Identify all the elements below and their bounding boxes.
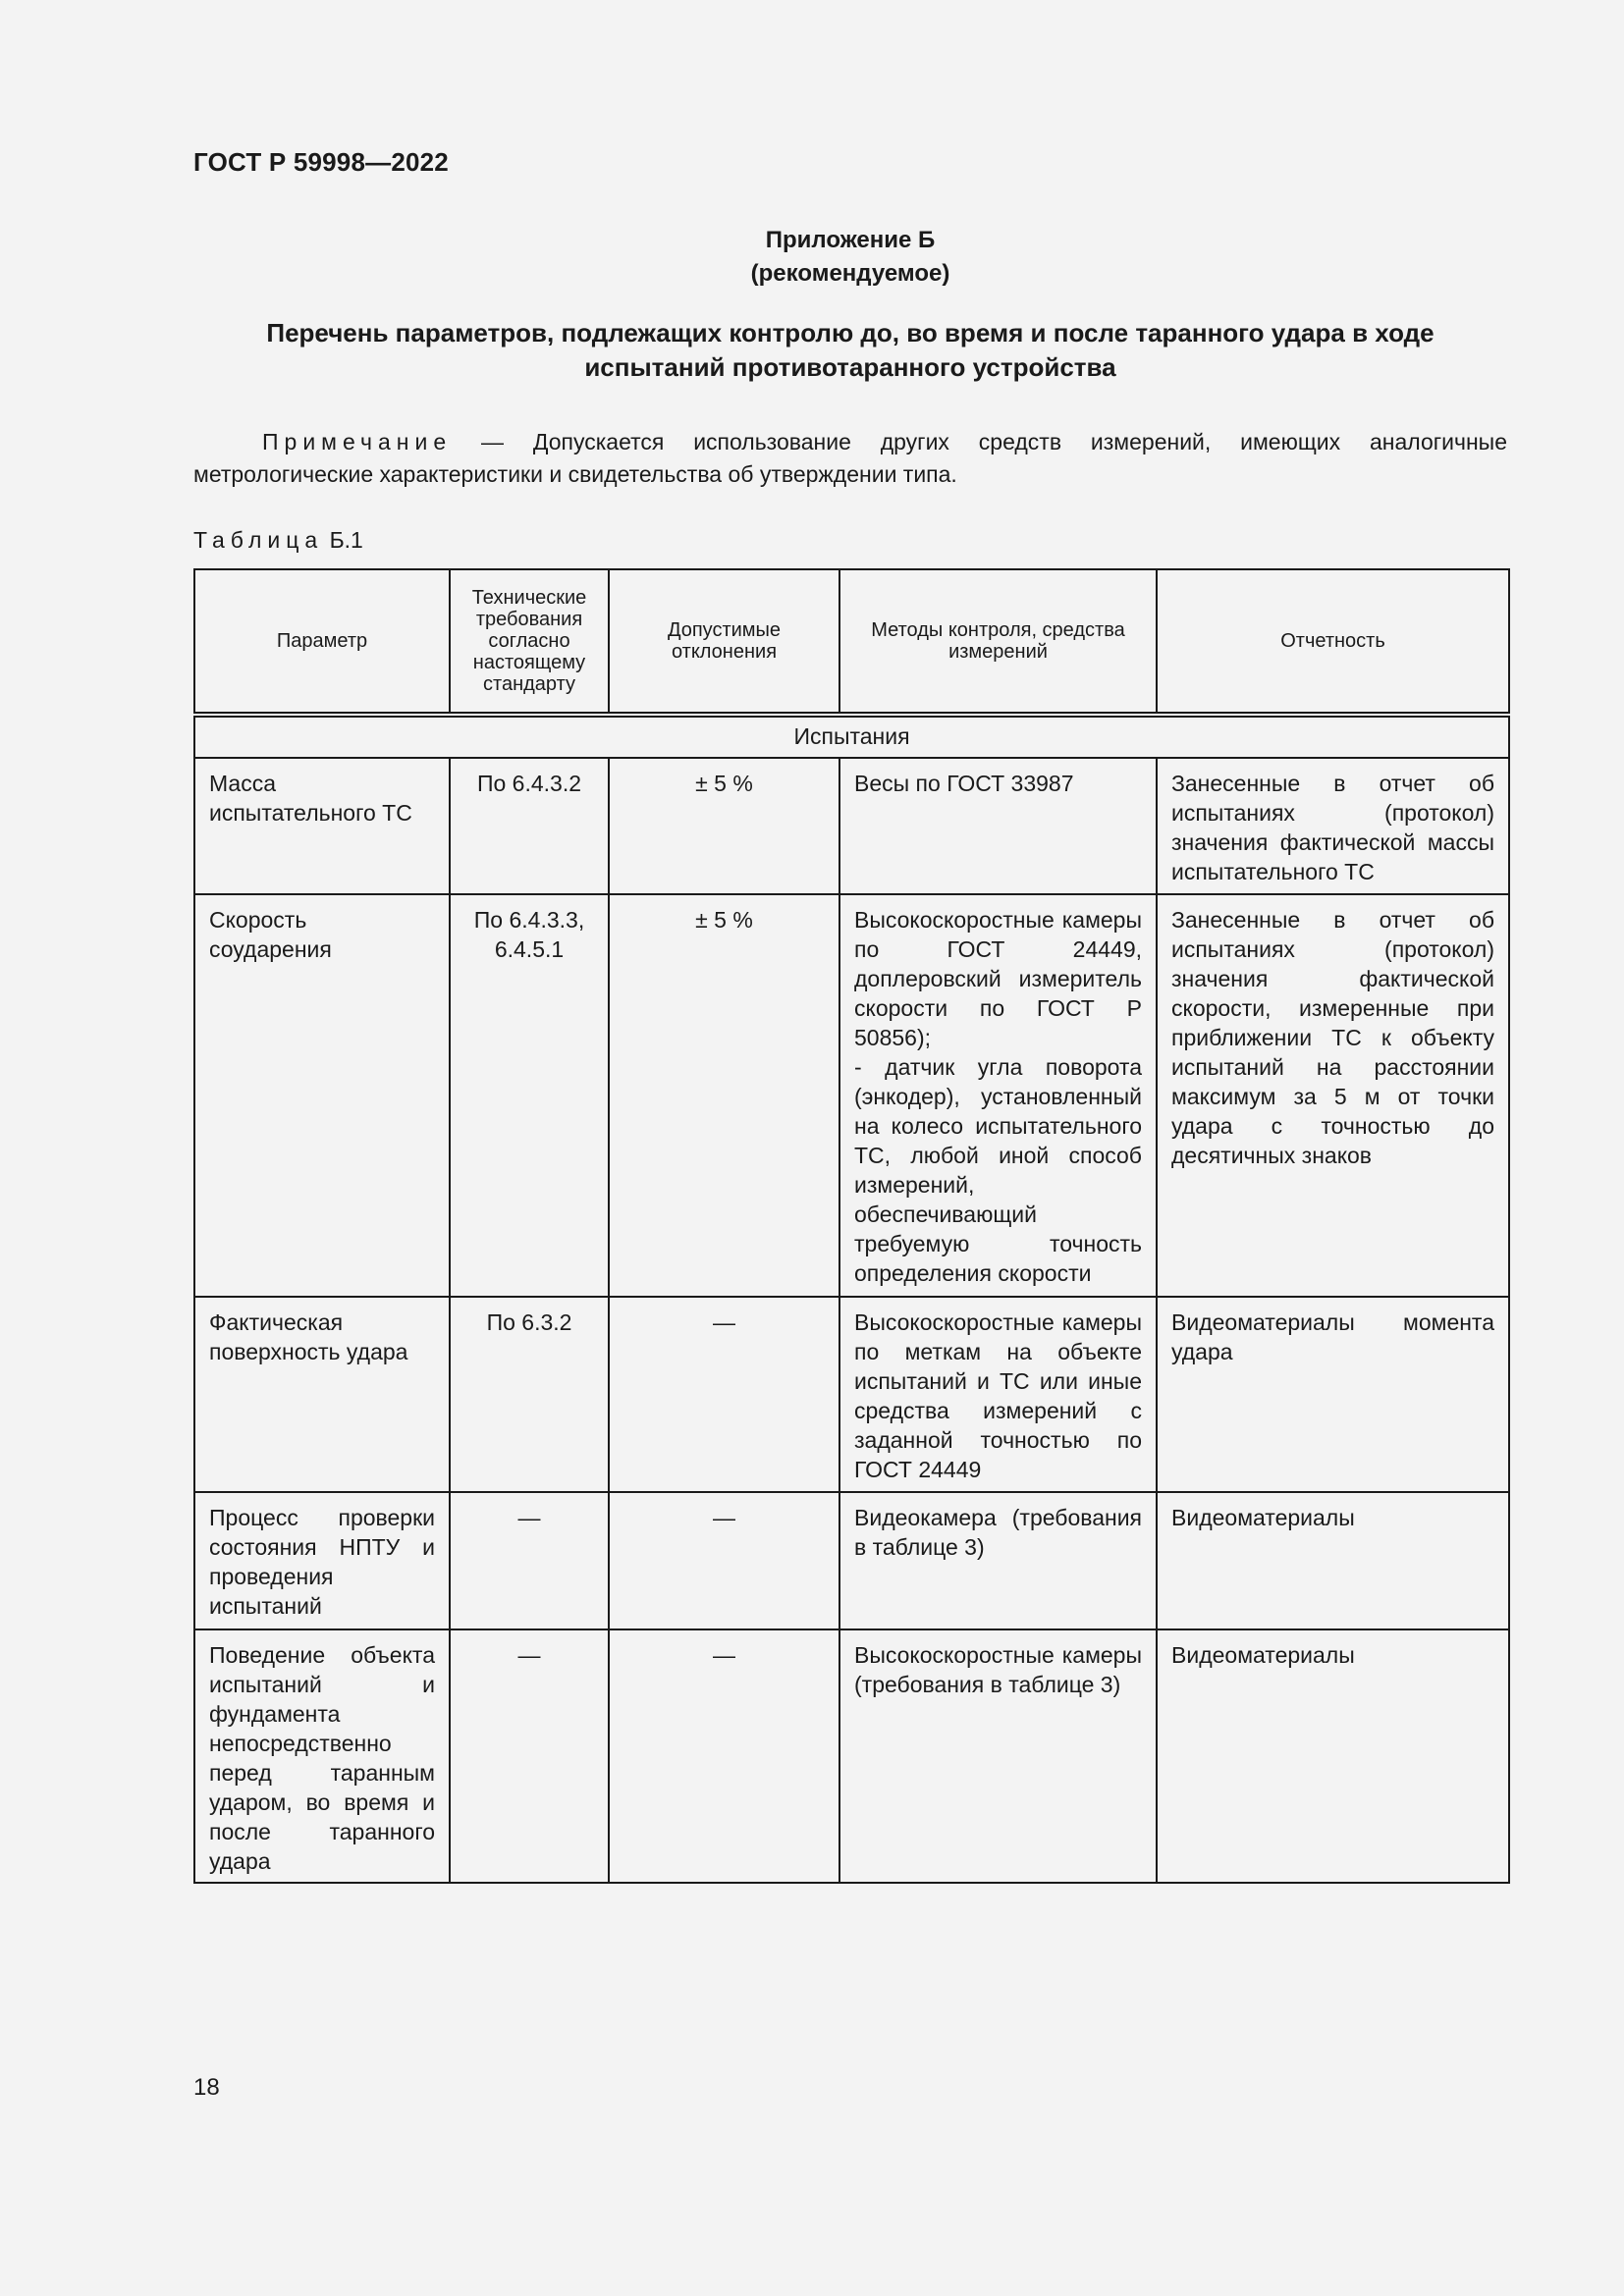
table-row [194,1629,1509,1883]
table-caption-number: Б.1 [323,527,363,553]
cell-methods: Высокоскоростные камеры по меткам на объекте испытаний и ТС или иные средства измерений с заданной точностью по ГОСТ 24449 [839,1297,1157,1492]
methods-part-1: Высокоскоростные камеры по ГОСТ 24449, доплеровский измеритель скорости по ГОСТ Р 50856); [854,907,1142,1050]
note-paragraph [193,426,1507,491]
cell-reporting: Видеоматериалы момента удара [1157,1297,1509,1492]
cell-parameter: Масса испытательного ТС [194,758,450,894]
annex-subtitle: (рекомендуемое) [750,260,950,287]
annex-heading [193,224,1507,291]
table-caption-label: Таблица [193,527,324,553]
parameters-table [193,568,1510,1884]
table-header-row [194,569,1509,715]
note-label: Примечание [262,429,453,454]
cell-requirements: — [450,1629,609,1883]
cell-methods: Высокоскоростные камеры (требования в таблице 3) [839,1629,1157,1883]
annex-title: Приложение Б [765,227,936,253]
cell-tolerance: — [609,1629,839,1883]
header-requirements: Технические требования согласно настоящему стандарту [450,569,609,715]
cell-tolerance: — [609,1297,839,1492]
table-section-row [194,715,1509,758]
table-row [194,758,1509,894]
cell-reporting: Занесенные в отчет об испытаниях (протокол) значения фактической массы испытательного ТС [1157,758,1509,894]
main-title-line-1: Перечень параметров, подлежащих контролю до, во время и после таранного удара в ходе [266,318,1435,347]
methods-part-2: - датчик угла поворота (энкодер), установленный на колесо испытательного ТС, любой иной способ измерений, обеспечивающий требуемую точность определения скорости [854,1054,1142,1286]
cell-methods [839,894,1157,1297]
cell-tolerance: ± 5 % [609,758,839,894]
page-number: 18 [193,2074,220,2101]
header-tolerance: Допустимые отклонения [609,569,839,715]
cell-reporting: Видеоматериалы [1157,1629,1509,1883]
cell-parameter: Скорость соударения [194,894,450,1297]
main-title [193,316,1507,385]
cell-reporting: Занесенные в отчет об испытаниях (протокол) значения фактической скорости, измеренные при приближении ТС к объекту испытаний на расстоянии максимум за 5 м от точки удара с точностью до десятичных знаков [1157,894,1509,1297]
cell-reporting: Видеоматериалы [1157,1492,1509,1629]
cell-methods: Весы по ГОСТ 33987 [839,758,1157,894]
cell-parameter: Фактическая поверхность удара [194,1297,450,1492]
table-row [194,1492,1509,1629]
header-methods: Методы контроля, средства измерений [839,569,1157,715]
cell-requirements: По 6.4.3.3, 6.4.5.1 [450,894,609,1297]
cell-tolerance: ± 5 % [609,894,839,1297]
note-text: — Допускается использование других средств измерений, имеющих аналогичные метрологические характеристики и свидетельства об утверждении типа. [193,429,1507,487]
cell-requirements: По 6.3.2 [450,1297,609,1492]
cell-parameter: Поведение объекта испытаний и фундамента непосредственно перед таранным ударом, во время и после таранного удара [194,1629,450,1883]
cell-methods: Видеокамера (требования в таблице 3) [839,1492,1157,1629]
table-row [194,894,1509,1297]
cell-tolerance: — [609,1492,839,1629]
table-row [194,1297,1509,1492]
cell-requirements: — [450,1492,609,1629]
section-title: Испытания [194,715,1509,758]
main-title-line-2: испытаний противотаранного устройства [584,352,1116,382]
table-caption [193,527,363,554]
document-code: ГОСТ Р 59998—2022 [193,147,449,177]
header-reporting: Отчетность [1157,569,1509,715]
cell-requirements: По 6.4.3.2 [450,758,609,894]
cell-parameter: Процесс проверки состояния НПТУ и проведения испытаний [194,1492,450,1629]
header-parameter: Параметр [194,569,450,715]
